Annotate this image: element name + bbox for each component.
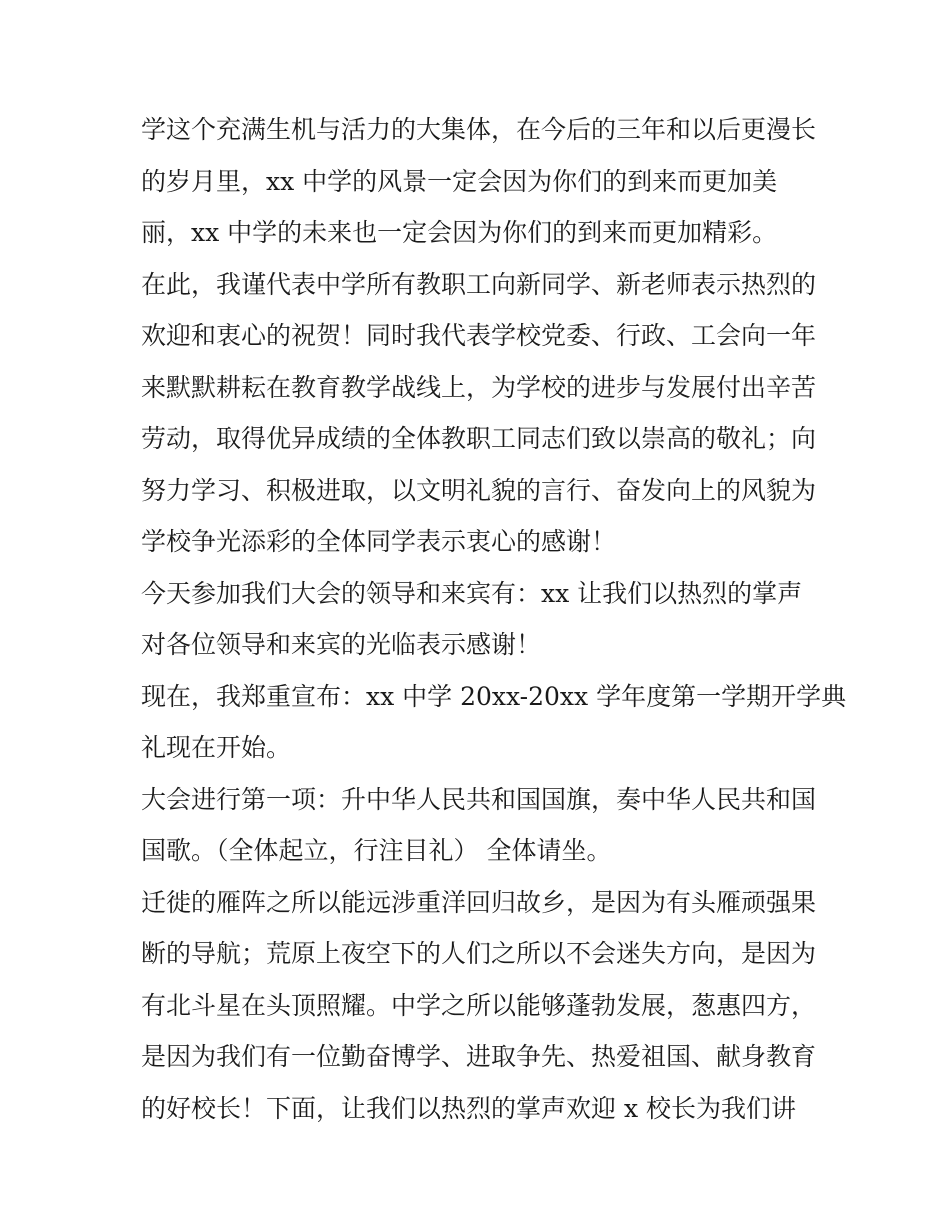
text-line: 来默默耕耘在教育教学战线上，为学校的进步与发展付出辛苦 <box>141 372 817 402</box>
text-line: 学校争光添彩的全体同学表示衷心的感谢！ <box>141 527 617 556</box>
text-line: 断的导航；荒原上夜空下的人们之所以不会迷失方向，是因为 <box>141 939 817 968</box>
text-line: 学这个充满生机与活力的大集体，在今后的三年和以后更漫长 <box>141 115 817 144</box>
text-line: 有北斗星在头顶照耀。中学之所以能够蓬勃发展，葱惠四方， <box>141 990 817 1020</box>
text-line: 的岁月里，xx 中学的风景一定会因为你们的到来而更加美 <box>141 166 778 196</box>
body-text <box>141 104 847 1134</box>
text-line: 迁徙的雁阵之所以能远涉重洋回归故乡，是因为有头雁顽强果 <box>141 887 817 917</box>
text-line: 劳动，取得优异成绩的全体教职工同志们致以崇高的敬礼；向 <box>141 424 817 453</box>
text-line: 今天参加我们大会的领导和来宾有：xx 让我们以热烈的掌声 <box>141 578 803 608</box>
text-line: 丽，xx 中学的未来也一定会因为你们的到来而更加精彩。 <box>141 218 778 247</box>
text-line: 对各位领导和来宾的光临表示感谢！ <box>141 630 542 659</box>
text-line: 大会进行第一项：升中华人民共和国国旗，奏中华人民共和国 <box>141 784 817 814</box>
text-line: 国歌。（全体起立，行注目礼） 全体请坐。 <box>141 836 612 865</box>
text-line: 礼现在开始。 <box>141 733 292 762</box>
text-line: 努力学习、积极进取，以文明礼貌的言行、奋发向上的风貌为 <box>141 475 817 505</box>
text-line: 欢迎和衷心的祝贺！同时我代表学校党委、行政、工会向一年 <box>141 321 817 350</box>
text-line: 的好校长！下面，让我们以热烈的掌声欢迎 x 校长为我们讲 <box>141 1093 796 1123</box>
text-line: 在此，我谨代表中学所有教职工向新同学、新老师表示热烈的 <box>141 269 817 299</box>
text-line: 是因为我们有一位勤奋博学、进取争先、热爱祖国、献身教育 <box>141 1042 817 1071</box>
text-line: 现在，我郑重宣布：xx 中学 20xx-20xx 学年度第一学期开学典 <box>141 681 847 711</box>
